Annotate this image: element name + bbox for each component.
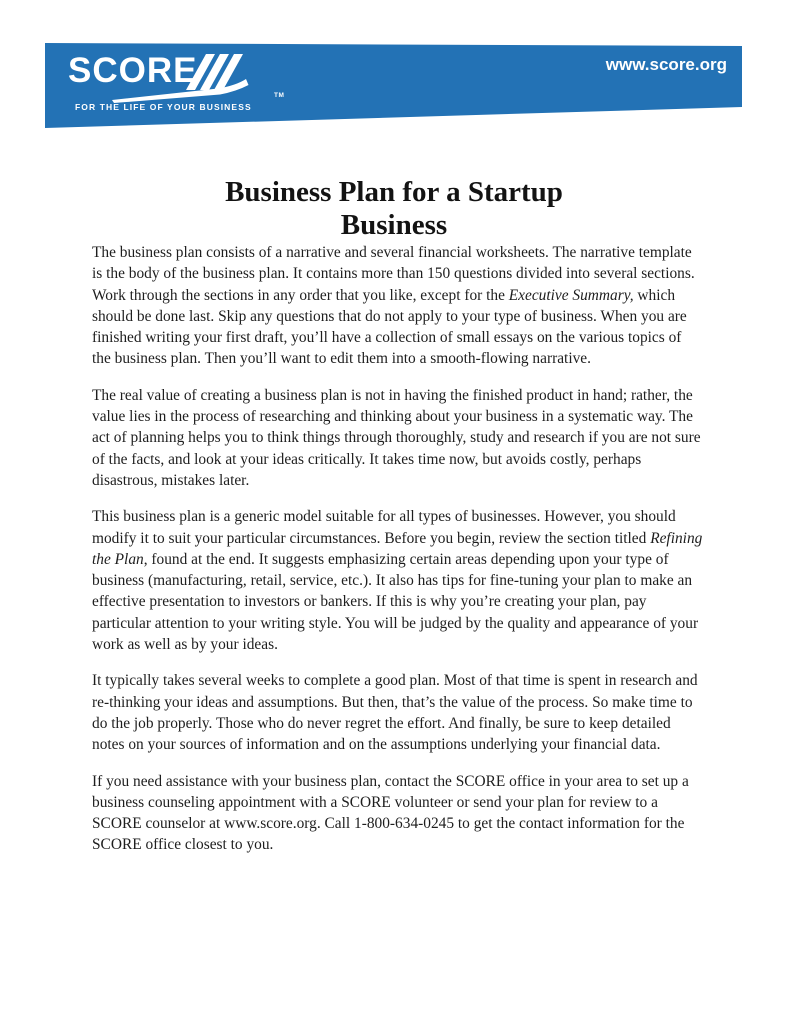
paragraph-segment: The business plan consists of a narrative and several financial worksheets. The narrative template is the body of the business plan. It contains more than 150 questions divided into several sections. Work through the sections in any order that you like, except for the [92,244,695,304]
paragraph [92,506,704,655]
paragraph [92,771,704,856]
paragraph-italic-segment: Refining the Plan [92,529,703,568]
trademark-symbol: TM [274,92,285,99]
paragraph [92,670,704,755]
page-title-text: Business Plan for a Startup Business [225,176,563,241]
score-logo-text: SCORE [68,51,198,90]
paragraph-segment: It typically takes several weeks to complete a good plan. Most of that time is spent in research and re-thinking your ideas and assumptions. But then, that’s the value of the process. So make time to do the job properly. Those who do never regret the effort. And finally, be sure to keep detailed notes on your sources of information and on the assumptions underlying your financial data. [92,672,698,754]
paragraph [92,242,704,370]
paragraph [92,385,704,491]
score-tagline: FOR THE LIFE OF YOUR BUSINESS [75,102,252,112]
paragraph-segment: If you need assistance with your business plan, contact the SCORE office in your area to set up a business counseling appointment with a SCORE volunteer or send your plan for review to a SCORE counselor at www.score.org. Call 1-800-634-0245 to get the contact information for the SCORE office closest to you. [92,772,689,854]
paragraph-segment: This business plan is a generic model suitable for all types of businesses. However, you should modify it to suit your particular circumstances. Before you begin, review the section titled [92,508,676,547]
paragraph-segment: The real value of creating a business plan is not in having the finished product in hand; rather, the value lies in the process of researching and thinking about your business in a systematic way. The act of planning helps you to think things through thoroughly, study and research if you are not sure of the facts, and look at your ideas critically. It takes time now, but avoids costly, perhaps disastrous, mistakes later. [92,386,701,489]
document-body [92,242,704,856]
paragraph-segment: , found at the end. It suggests emphasizing certain areas depending upon your type of business (manufacturing, retail, service, etc.). It also has tips for fine-tuning your plan to make an effective presentation to investors or bankers. If this is why you’re creating your plan, pay particular attention to your writing style. You will be judged by the quality and appearance of your work as well as by your ideas. [92,550,699,654]
paragraph-segment: which should be done last. Skip any questions that do not apply to your type of business. When you are finished writing your first draft, you’ll have a collection of small essays on the various topics of the business plan. Then you’ll want to edit them into a smooth-flowing narrative. [92,286,687,368]
score-banner [45,40,742,132]
paragraph-italic-segment: Executive Summary, [508,286,634,304]
page-title [0,176,788,242]
banner-website-text: www.score.org [605,55,727,74]
